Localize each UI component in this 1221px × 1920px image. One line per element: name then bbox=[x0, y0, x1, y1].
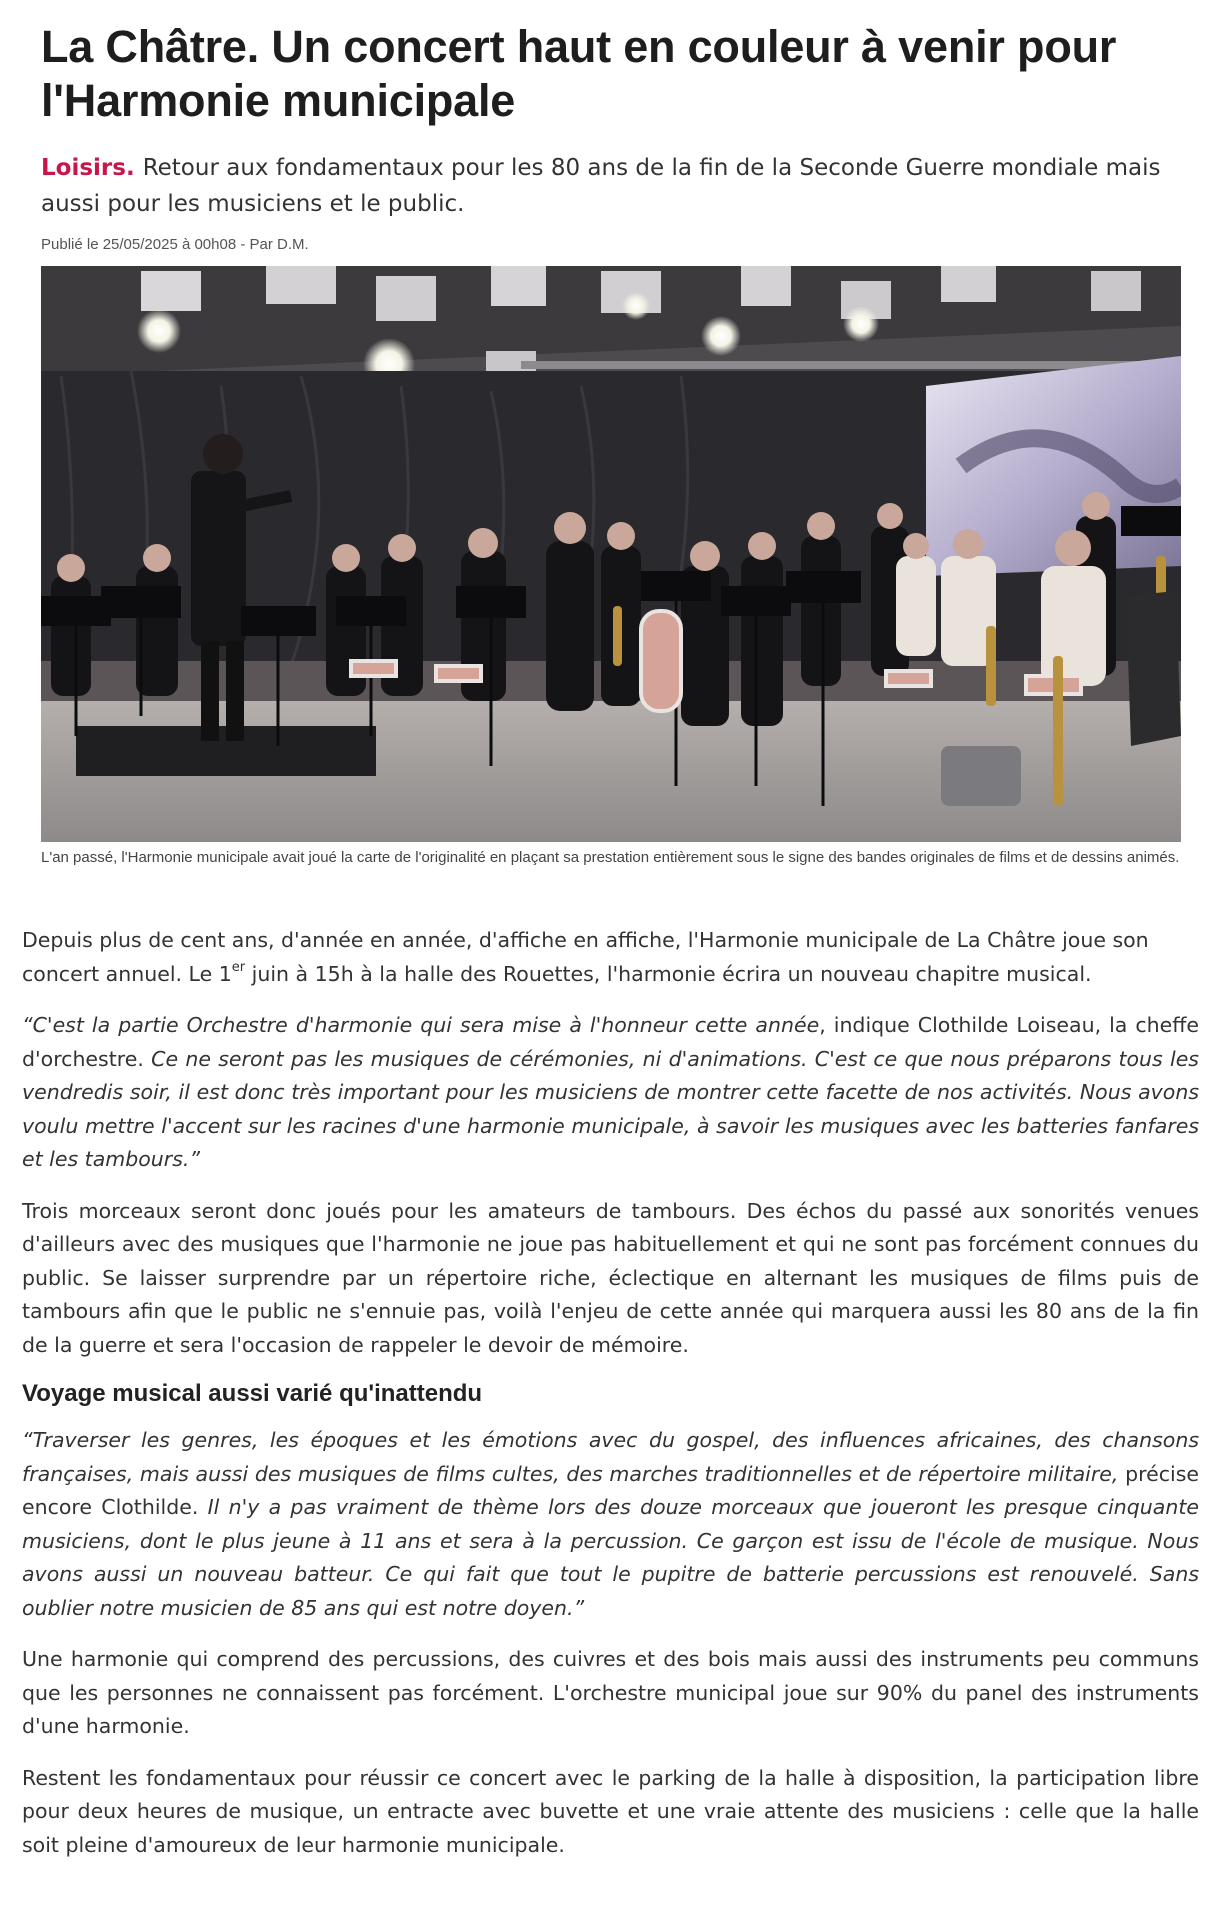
article-header bbox=[41, 20, 1191, 253]
concert-photo[interactable] bbox=[41, 266, 1181, 842]
image-caption: L'an passé, l'Harmonie municipale avait joué la carte de l'originalité en plaçant sa prestation entièrement sous le signe des bandes originales de films et de dessins animés. bbox=[41, 849, 1180, 866]
paragraph-2: “C'est la partie Orchestre d'harmonie qui sera mise à l'honneur cette année, indique Clothilde Loiseau, la cheffe d'orchestre. Ce ne seront pas les musiques de cérémonies, ni d'animations. C'est ce que nous préparons tous les vendredis soir, il est donc très important pour les musiciens de montrer cette facette de nos activités. Nous avons voulu mettre l'accent sur les racines d'une harmonie municipale, à savoir les musiques avec les batteries fanfares et les tambours.” bbox=[22, 1013, 1200, 1171]
article-figure bbox=[41, 266, 1181, 868]
paragraph-3: Trois morceaux seront donc joués pour les amateurs de tambours. Des échos du passé aux sonorités venues d'ailleurs avec des musiques que l'harmonie ne joue pas habituellement et qui ne sont pas forcément connues du public. Se laisser surprendre par un répertoire riche, éclectique en alternant les musiques de films puis de tambours afin que le public ne s'ennuie pas, voilà l'enjeu de cette année qui marquera aussi les 80 ans de la fin de la guerre et sera l'occasion de rappeler le devoir de mémoire. bbox=[22, 1198, 1199, 1357]
paragraph-6: Restent les fondamentaux pour réussir ce concert avec le parking de la halle à disposition, la participation libre pour deux heures de musique, un entracte avec buvette et une vraie attente des musiciens : celle que la halle soit pleine d'amoureux de leur harmonie municipale. bbox=[22, 1765, 1199, 1857]
section-subheading: Voyage musical aussi varié qu'inattendu bbox=[22, 1380, 483, 1407]
paragraph-5: Une harmonie qui comprend des percussions, des cuivres et des bois mais aussi des instruments peu communs que les personnes ne connaissent pas forcément. L'orchestre municipal joue sur 90% du panel des instruments d'une harmonie. bbox=[22, 1647, 1199, 1738]
article-lead bbox=[41, 150, 1191, 222]
paragraph-1: Depuis plus de cent ans, d'année en année, d'affiche en affiche, l'Harmonie municipale de La Châtre joue son concert annuel. Le 1er juin à 15h à la halle des Rouettes, l'harmonie écrira un nouveau chapitre musical. bbox=[22, 928, 1149, 986]
publication-meta: Publié le 25/05/2025 à 00h08 - Par D.M. bbox=[41, 236, 309, 253]
article-body bbox=[22, 924, 1199, 1880]
article-title: La Châtre. Un concert haut en couleur à venir pour l'Harmonie municipale bbox=[41, 21, 1117, 126]
lead-text: Retour aux fondamentaux pour les 80 ans de la fin de la Seconde Guerre mondiale mais aussi pour les musiciens et le public. bbox=[41, 155, 1161, 217]
paragraph-4: “Traverser les genres, les époques et les émotions avec du gospel, des influences africaines, des chansons françaises, mais aussi des musiques de films cultes, des marches traditionnelles et de répertoire militaire, précise encore Clothilde. Il n'y a pas vraiment de thème lors des douze morceaux que joueront les presque cinquante musiciens, dont le plus jeune à 11 ans et sera à la percussion. Ce garçon est issu de l'école de musique. Nous avons aussi un nouveau batteur. Ce qui fait que tout le pupitre de batterie percussions est renouvelé. Sans oublier notre musicien de 85 ans qui est notre doyen.” bbox=[22, 1428, 1199, 1620]
rubric-link[interactable]: Loisirs. bbox=[41, 155, 135, 181]
